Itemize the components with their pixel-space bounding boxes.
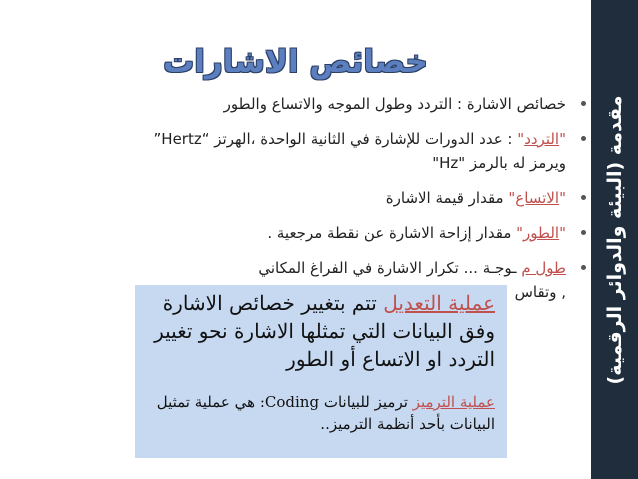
bullet-text: مقدار قيمة الاشارة [385, 189, 504, 207]
info-popup [135, 285, 507, 458]
bullet-term: التردد [524, 130, 560, 148]
bullet-dot-icon [581, 101, 586, 106]
bullet-text: مقدار إزاحة الاشارة عن نقطة مرجعية . [267, 224, 512, 242]
sidebar-label: مقدمة (البيئة والدوائر الرقمية) [604, 95, 626, 385]
bullet-item [8, 221, 588, 245]
bullet-quote: " [517, 130, 525, 148]
bullet-item [8, 186, 588, 210]
bullet-quote: " [508, 189, 516, 207]
bullet-list [8, 92, 588, 315]
bullet-dot-icon [581, 265, 586, 270]
popup-text-modulation: تتم بتغيير خصائص الاشارة وفق البيانات التي تمثلها الاشارة نحو تغيير التردد او الاتساع أو الطور [154, 291, 495, 371]
bullet-text: خصائص الاشارة : التردد وطول الموجه والاتساع والطور [223, 95, 566, 113]
popup-term-coding: عملية الترميز [412, 393, 495, 411]
slide-title: خصائص الاشارات [163, 44, 428, 80]
bullet-dot-icon [581, 195, 586, 200]
bullet-quote: " [559, 224, 566, 242]
bullet-dot-icon [581, 136, 586, 141]
popup-text-coding: ترميز للبيانات Coding: هي عملية تمثيل البيانات بأحد أنظمة الترميز.. [156, 393, 495, 433]
bullet-item [8, 127, 588, 175]
bullet-quote: " [559, 189, 566, 207]
sidebar [591, 0, 638, 479]
bullet-item [8, 92, 588, 116]
bullet-term: الاتساع [515, 189, 560, 207]
bullet-quote: " [516, 224, 524, 242]
bullet-text-line2: ويرمز له بالرمز "Hz" [432, 154, 566, 172]
bullet-quote: " [559, 130, 566, 148]
bullet-text: : عدد الدورات للإشارة في الثانية الواحدة ،الهرتز “Hertz” [153, 130, 513, 148]
bullet-term: طول م [521, 259, 566, 277]
bullet-text-line2: , وتقاس [514, 283, 566, 301]
bullet-term: الطور [523, 224, 560, 242]
bullet-dot-icon [581, 230, 586, 235]
popup-paragraph-modulation [135, 285, 507, 389]
popup-term-modulation: عملية التعديل [383, 291, 495, 315]
bullet-text: ـوجـة ... تكرار الاشارة في الفراغ المكاني [258, 259, 517, 277]
popup-paragraph-coding [135, 389, 507, 435]
